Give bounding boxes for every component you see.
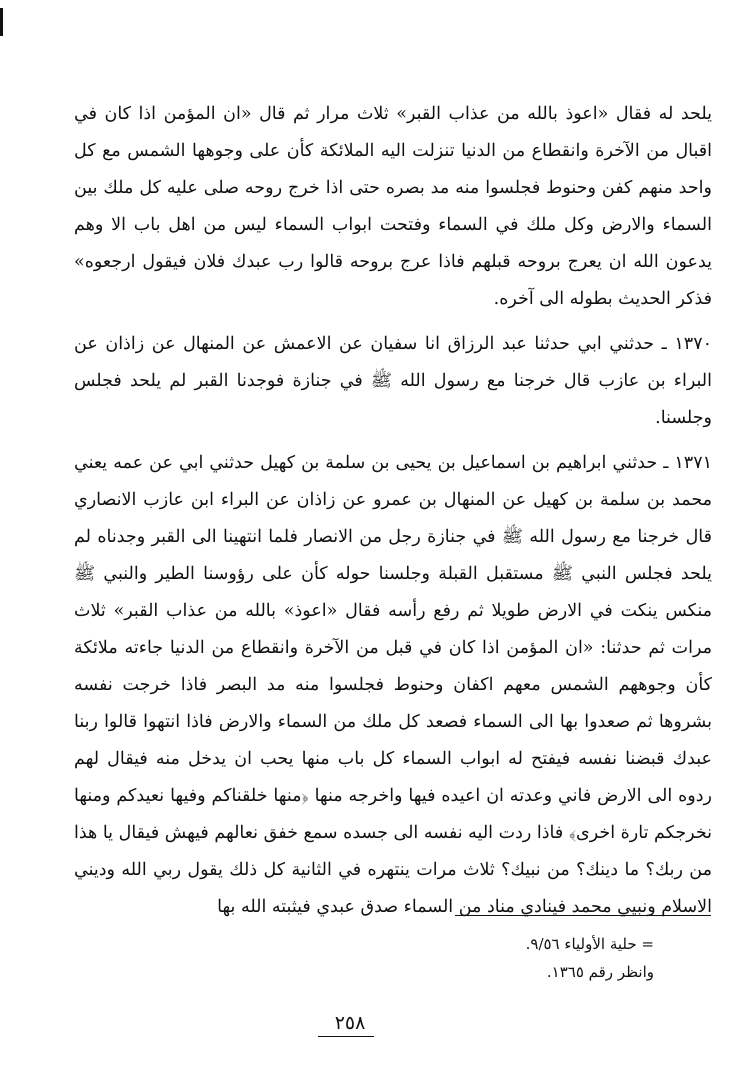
footnote-line: = حلية الأولياء ٩/٥٦. — [525, 935, 654, 953]
paragraph-continuation: يلحد له فقال «اعوذ بالله من عذاب القبر» ثلاث مرار ثم قال «ان المؤمن اذا كان في اقبال من الآخرة وانقطاع من الدنيا تنزلت اليه الملائكة كأن على وجوهها الشمس مع كل واحد منهم كفن وحنوط فجلسوا منه مد بصره حتى اذا خرج روحه صلى عليه كل ملك بين السماء والارض وكل ملك في السماء وفتحت ابواب السماء ليس من اهل باب الا وهم يدعون الله ان يعرج بروحه قبلهم فاذا عرج بروحه قالوا رب عبدك فلان فيقول ارجعوه» فذكر الحديث بطوله الى آخره. — [74, 104, 712, 309]
footnote-divider — [455, 915, 711, 916]
footnote-line: وانظر رقم ١٣٦٥. — [546, 963, 654, 981]
page-number-underline — [318, 1036, 374, 1037]
paragraph-hadith-1370: ١٣٧٠ ـ حدثني ابي حدثنا عبد الرزاق انا سفيان عن الاعمش عن المنهال عن زاذان عن البراء بن عازب قال خرجنا مع رسول الله ﷺ في جنازة فوجدنا القبر لم يلحد فجلس وجلسنا. — [74, 334, 712, 428]
footnotes — [380, 930, 654, 986]
scan-edge-mark — [0, 8, 3, 36]
paragraph-hadith-1371: ١٣٧١ ـ حدثني ابراهيم بن اسماعيل بن يحيى بن سلمة بن كهيل حدثني ابي عن عمه يعني محمد بن سلمة بن كهيل عن المنهال بن عمرو عن زاذان عن البراء ابن عازب الانصاري قال خرجنا مع رسول الله ﷺ في جنازة رجل من الانصار فلما انتهينا الى القبر وجدناه لم يلحد فجلس النبي ﷺ مستقبل القبلة وجلسنا حوله كأن على رؤوسنا الطير والنبي ﷺ منكس ينكت في الارض طويلا ثم رفع رأسه فقال «اعوذ» بالله من عذاب القبر» ثلاث مرات ثم حدثنا: «ان المؤمن اذا كان في قبل من الآخرة وانقطاع من الدنيا جاءته ملائكة كأن وجوههم الشمس معهم اكفان وحنوط فجلسوا منه مد البصر فاذا خرجت نفسه بشروها ثم صعدوا بها الى السماء فصعد كل ملك من السماء والارض فاذا انتهوا قالوا ربنا عبدك قبضنا نفسه فيفتح له ابواب السماء كل باب منها يحب ان يدخل منه فيقال لهم ردوه الى الارض فاني وعدته ان اعيده فيها واخرجه منها ﴿منها خلقناكم وفيها نعيدكم ومنها نخرجكم تارة اخرى﴾ فاذا ردت اليه نفسه الى جسده سمع خفق نعالهم فيهش فيقال يا هذا من ربك؟ ما دينك؟ من نبيك؟ ثلاث مرات ينتهره في الثانية كل ذلك يقول ربي الله وديني الاسلام ونبيي محمد فينادي مناد من السماء صدق عبدي فيثبته الله بها — [74, 453, 712, 917]
main-text — [74, 96, 712, 934]
page-number: ٢٥٨ — [334, 1012, 366, 1034]
